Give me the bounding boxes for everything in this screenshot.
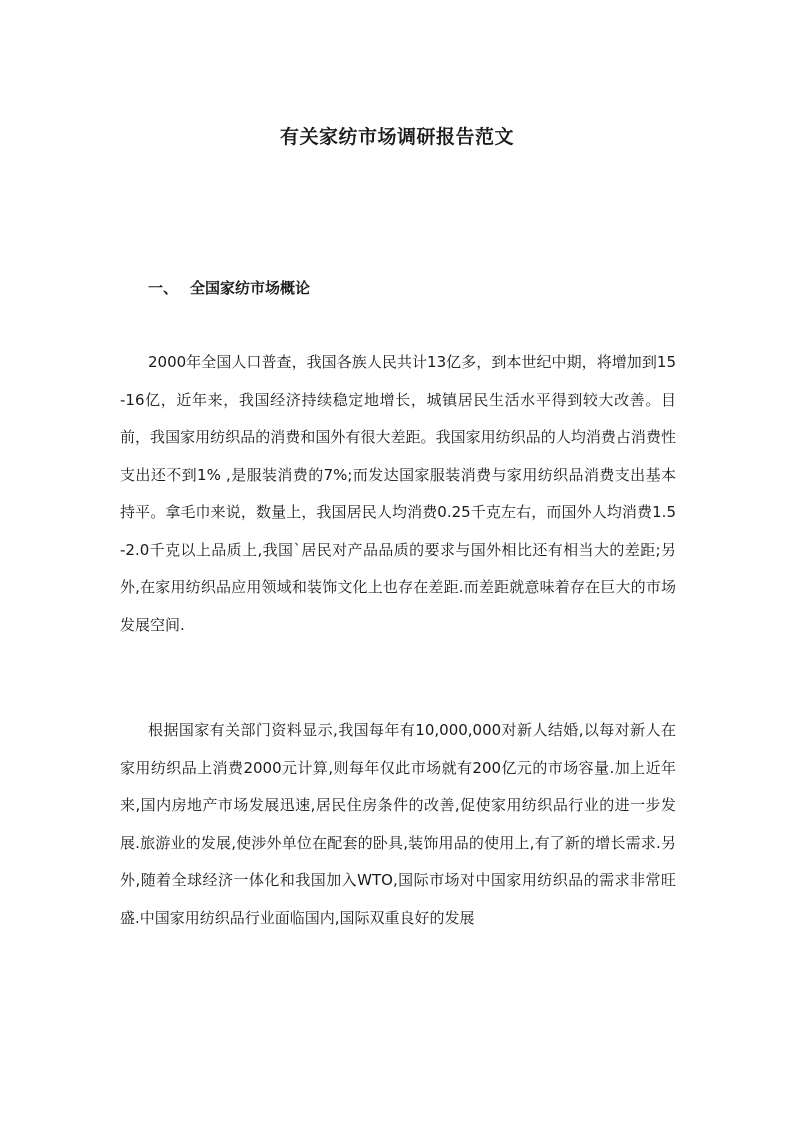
paragraph-population: 2000年全国人口普查，我国各族人民共计13亿多，到本世纪中期，将增加到15-16亿，近年来，我国经济持续稳定地增长，城镇居民生活水平得到较大改善。目前，我国家用纺织品的消费和国外有很大差距。我国家用纺织品的人均消费占消费性支出还不到1% ,是服装消费的7%;而发达国家服装消费与家用纺织品消费支出基本持平。拿毛巾来说，数量上，我国居民人均消费0.25千克左右，而国外人均消费1.5-2.0千克以上品质上,我国`居民对产品品质的要求与国外相比还有相当大的差距;另外,在家用纺织品应用领域和装饰文化上也存在差距.而差距就意味着存在巨大的市场发展空间. — [120, 353, 676, 634]
document-title: 有关家纺市场调研报告范文 — [279, 126, 514, 148]
paragraph-market-size: 根据国家有关部门资料显示,我国每年有10,000,000对新人结婚,以每对新人在家用纺织品上消费2000元计算,则每年仅此市场就有200亿元的市场容量.加上近年来,国内房地产市场发展迅速,居民住房条件的改善,促使家用纺织品行业的进一步发展.旅游业的发展,使涉外单位在配套的卧具,装饰用品的使用上,有了新的增长需求.另外,随着全球经济一体化和我国加入WTO,国际市场对中国家用纺织品的需求非常旺盛.中国家用纺织品行业面临国内,国际双重良好的发展 — [120, 721, 676, 927]
section-heading-text: 全国家纺市场概论 — [190, 279, 311, 297]
section-number: 一、 — [148, 279, 179, 297]
section-heading — [148, 277, 310, 298]
